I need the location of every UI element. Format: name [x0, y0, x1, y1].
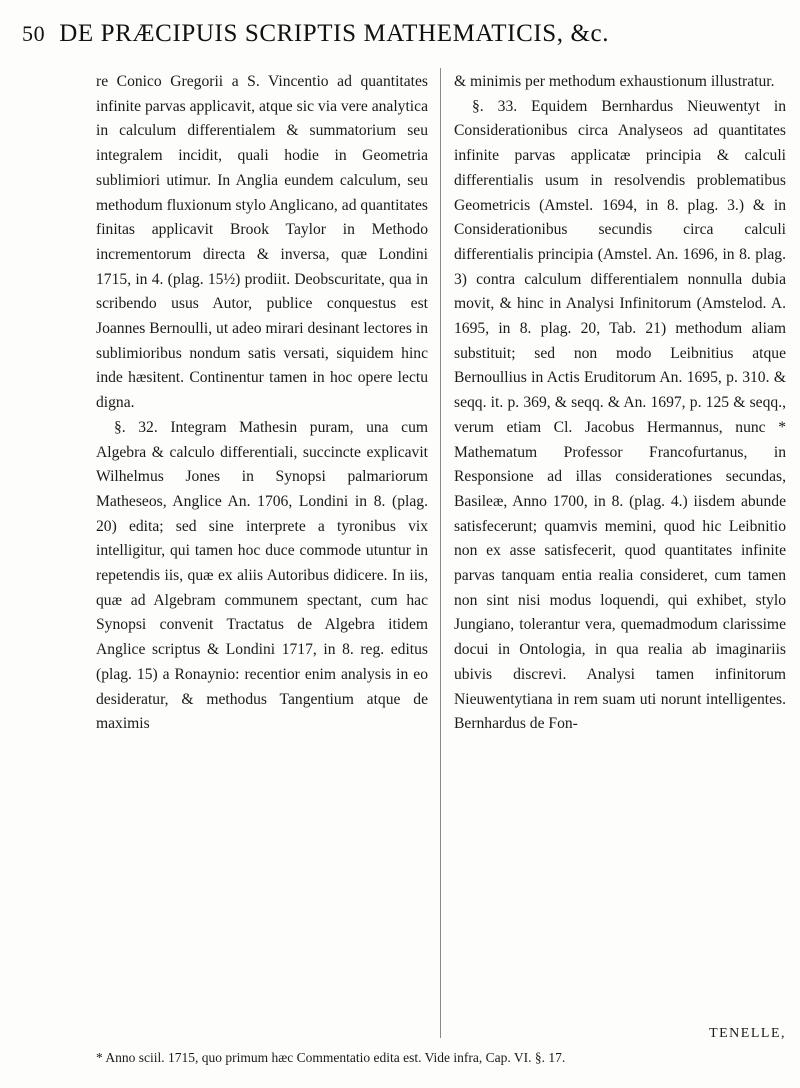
running-title: DE PRÆCIPUIS SCRIPTIS MATHEMATICIS, &c.: [59, 20, 610, 47]
running-head: [22, 20, 782, 60]
left-paragraph-1: re Conico Gregorii a S. Vincentio ad quantitates infinite parvas applicavit, atque sic via vere analytica in calculum differentialem & summatorium seu integralem incidit, quali hodie in Geometria sublimiori utimur. In Anglia eundem calculum, seu methodum fluxionum stylo Anglicano, ad quantitates finitas applicavit Brook Taylor in Methodo incrementorum directa & inversa, quæ Londini 1715, in 4. (plag. 15½) prodiit. Deobscuritate, qua in scribendo usus Autor, publice conquestus est Joannes Bernoulli, ut adeo mirari desinant lectores in sublimioribus nondum satis versati, siquidem hinc inde hæsitent. Continentur tamen in hoc opere lectu digna.: [96, 73, 428, 412]
right-column: [454, 70, 786, 737]
catchword: TENELLE,: [709, 1026, 786, 1041]
footnote: * Anno sciil. 1715, quo primum hæc Commentatio edita est. Vide infra, Cap. VI. §. 17.: [96, 1050, 566, 1065]
page-number: 50: [22, 21, 46, 46]
right-paragraph-2: §. 33. Equidem Bernhardus Nieuwentyt in Considerationibus circa Analyseos ad quantitates infinite parvas applicatæ principia & calculi differentialis usum in resolvendis problematibus Geometricis (Amstel. 1694, in 8. plag. 3.) & in Considerationibus secundis circa calculi differentialis principia (Amstel. An. 1696, in 8. plag. 3) contra calculum differentialem nonnulla dubia movit, & hinc in Analysi Infinitorum (Amstelod. A. 1695, in 8. plag. 20, Tab. 21) methodum aliam substituit; sed non modo Leibnitius atque Bernoullius in Actis Eruditorum An. 1695, p. 310. & seqq. it. p. 369, & seqq. & An. 1697, p. 125 & seqq., verum etiam Cl. Jacobus Hermannus, nunc * Mathematum Professor Francofurtanus, in Responsione ad illas considerationes secundas, Basileæ, Anno 1700, in 8. (plag. 4.) iisdem abunde satisfecerunt; quamvis memini, quod hic Leibnitio non ex asse satisfecerit, quod quantitates infinite parvas tanquam entia realia consideret, cum tamen non sint nisi modus loquendi, qui exhibet, stylo Jungiano, tolerantur vera, quemadmodum clarissime docui in Ontologia, in qua realia ab imaginariis ubivis discrevi. Analysi tamen infinitorum Nieuwentytiana in rem suam uti norunt intelligentes. Bernhardus de Fon-: [454, 97, 786, 733]
right-paragraph-1: & minimis per methodum exhaustionum illustratur.: [454, 73, 775, 90]
left-paragraph-2: §. 32. Integram Mathesin puram, una cum Algebra & calculo differentiali, succincte explicavit Wilhelmus Jones in Synopsi palmariorum Matheseos, Anglice An. 1706, Londini in 8. (plag. 20) edita; sed sine interprete a tyronibus vix intelligitur, qui tamen hoc duce commode utuntur in repetendis iis, quæ ex aliis Autoribus didicere. In iis, quæ ad Algebram communem spectant, cum hac Synopsi convenit Tractatus de Algebra itidem Anglice scriptus & Londini 1717, in 8. reg. editus (plag. 15) a Ronaynio: recentior enim analysis in eo desideratur, & methodus Tangentium atque de maximis: [96, 418, 428, 733]
left-column: [96, 70, 428, 737]
column-divider: [440, 68, 441, 1038]
